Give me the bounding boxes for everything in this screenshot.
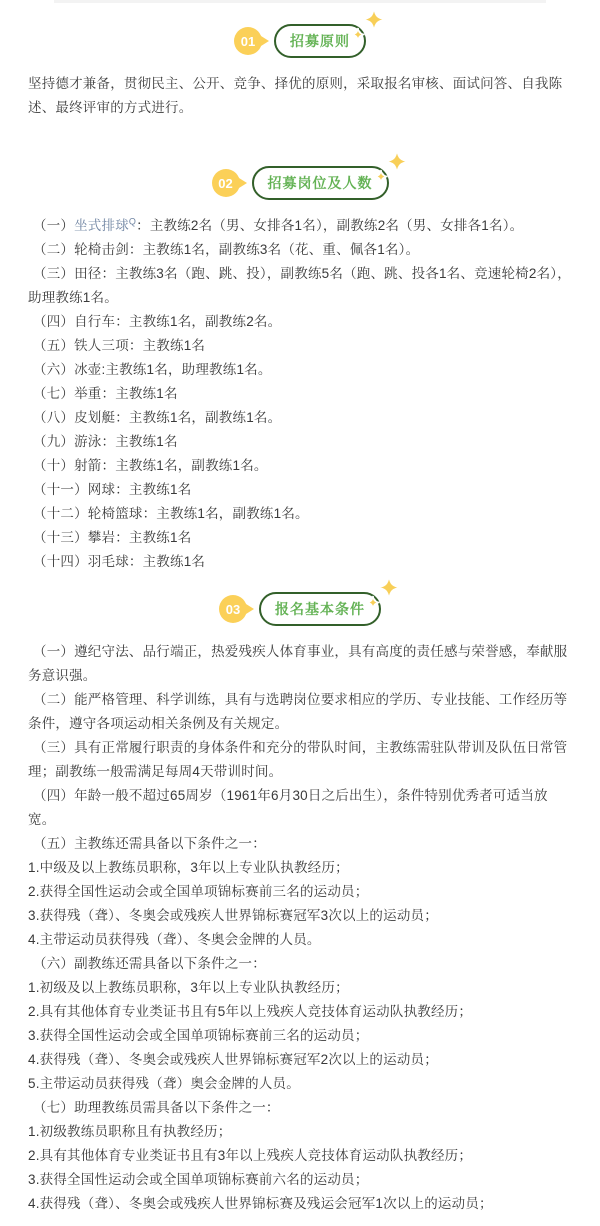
paragraph: 坚持德才兼备，贯彻民主、公开、竞争、择优的原则，采取报名审核、面试问答、自我陈述、最终评审的方式进行。 <box>28 76 563 115</box>
paragraph: （十四）羽毛球：主教练1名 <box>33 554 206 569</box>
paragraph: （十一）网球：主教练1名 <box>33 482 192 497</box>
section-number: 01 <box>240 33 256 49</box>
section-01-header <box>28 24 572 58</box>
section-title: 招募岗位及人数 <box>267 175 373 191</box>
section-number: 03 <box>225 601 241 617</box>
section-number-badge <box>234 27 262 55</box>
section-02-content <box>28 214 572 574</box>
section-title-pill <box>252 166 389 200</box>
section-number: 02 <box>218 175 233 191</box>
section-03-content <box>28 640 572 1216</box>
paragraph: （九）游泳：主教练1名 <box>33 434 178 449</box>
paragraph: （七）举重：主教练1名 <box>33 386 178 401</box>
paragraph: （六）冰壶:主教练1名，助理教练1名。 <box>33 362 272 377</box>
paragraph: 5.主带运动员获得残（聋）奥会金牌的人员。 <box>28 1076 300 1091</box>
paragraph: （七）助理教练员需具备以下条件之一： <box>33 1100 280 1115</box>
paragraph: 1.初级教练员职称且有执教经历； <box>28 1124 232 1139</box>
paragraph: 2.具有其他体育专业类证书且有3年以上残疾人竞技体育运动队执教经历； <box>28 1148 473 1163</box>
paragraph <box>28 214 572 238</box>
section-number-badge <box>212 169 240 197</box>
paragraph: （三）田径：主教练3名（跑、跳、投），副教练5名（跑、跳、投各1名、竞速轮椅2名），助理教练1名。 <box>28 266 571 305</box>
paragraph: 2.具有其他体育专业类证书且有5年以上残疾人竞技体育运动队执教经历； <box>28 1004 473 1019</box>
paragraph: 3.获得全国性运动会或全国单项锦标赛前六名的运动员； <box>28 1172 369 1187</box>
section-title: 招募原则 <box>290 33 350 49</box>
paragraph-text: ：主教练2名（男、女排各1名），副教练2名（男、女排各1名）。 <box>136 218 524 233</box>
cutoff-content-remnant <box>54 0 546 3</box>
section-01-content <box>28 72 572 120</box>
paragraph: （四）年龄一般不超过65周岁（1961年6月30日之后出生），条件特别优秀者可适当放宽。 <box>28 788 548 827</box>
section-application-requirements <box>28 592 572 1216</box>
paragraph: 1.初级及以上教练员职称，3年以上专业队执教经历； <box>28 980 349 995</box>
paragraph: （四）自行车：主教练1名，副教练2名。 <box>33 314 282 329</box>
section-number-badge <box>219 595 247 623</box>
section-recruitment-principles <box>28 24 572 120</box>
section-03-header <box>28 592 572 626</box>
paragraph: 3.获得全国性运动会或全国单项锦标赛前三名的运动员； <box>28 1028 369 1043</box>
section-positions-and-headcount <box>28 166 572 574</box>
paragraph: （十二）轮椅篮球：主教练1名，副教练1名。 <box>33 506 309 521</box>
search-superscript-icon: Q <box>128 216 137 227</box>
section-title-pill-wrap <box>274 24 366 58</box>
paragraph: （一）遵纪守法、品行端正，热爱残疾人体育事业，具有高度的责任感与荣誉感，奉献服务意识强。 <box>28 644 568 683</box>
section-title-pill-wrap <box>259 592 381 626</box>
paragraph: 4.获得残（聋）、冬奥会或残疾人世界锦标赛及残运会冠军1次以上的运动员； <box>28 1196 493 1211</box>
section-title-pill <box>274 24 366 58</box>
paragraph: （六）副教练还需具备以下条件之一： <box>33 956 266 971</box>
paragraph: 2.获得全国性运动会或全国单项锦标赛前三名的运动员； <box>28 884 369 899</box>
paragraph: （二）轮椅击剑：主教练1名，副教练3名（花、重、佩各1名）。 <box>33 242 420 257</box>
entity-link-sitting-volleyball[interactable]: 坐式排球$^Q$ <box>74 216 137 233</box>
paragraph: （十）射箭：主教练1名，副教练1名。 <box>33 458 268 473</box>
paragraph: 4.主带运动员获得残（聋）、冬奥会金牌的人员。 <box>28 932 321 947</box>
section-title-pill-wrap <box>252 166 389 200</box>
paragraph: 1.中级及以上教练员职称，3年以上专业队执教经历； <box>28 860 349 875</box>
paragraph: （五）铁人三项：主教练1名 <box>33 338 206 353</box>
section-title: 报名基本条件 <box>275 601 365 617</box>
paragraph: （八）皮划艇：主教练1名，副教练1名。 <box>33 410 282 425</box>
paragraph: 4.获得残（聋）、冬奥会或残疾人世界锦标赛冠军2次以上的运动员； <box>28 1052 438 1067</box>
paragraph-text: （一） <box>33 218 75 233</box>
section-title-pill <box>259 592 381 626</box>
paragraph: （十三）攀岩：主教练1名 <box>33 530 192 545</box>
paragraph: 3.获得残（聋）、冬奥会或残疾人世界锦标赛冠军3次以上的运动员； <box>28 908 438 923</box>
paragraph: （五）主教练还需具备以下条件之一： <box>33 836 266 851</box>
section-02-header <box>28 166 572 200</box>
paragraph: （三）具有正常履行职责的身体条件和充分的带队时间，主教练需驻队带训及队伍日常管理；副教练一般需满足每周4天带训时间。 <box>28 740 568 779</box>
paragraph: （二）能严格管理、科学训练，具有与选聘岗位要求相应的学历、专业技能、工作经历等条件，遵守各项运动相关条例及有关规定。 <box>28 692 568 731</box>
